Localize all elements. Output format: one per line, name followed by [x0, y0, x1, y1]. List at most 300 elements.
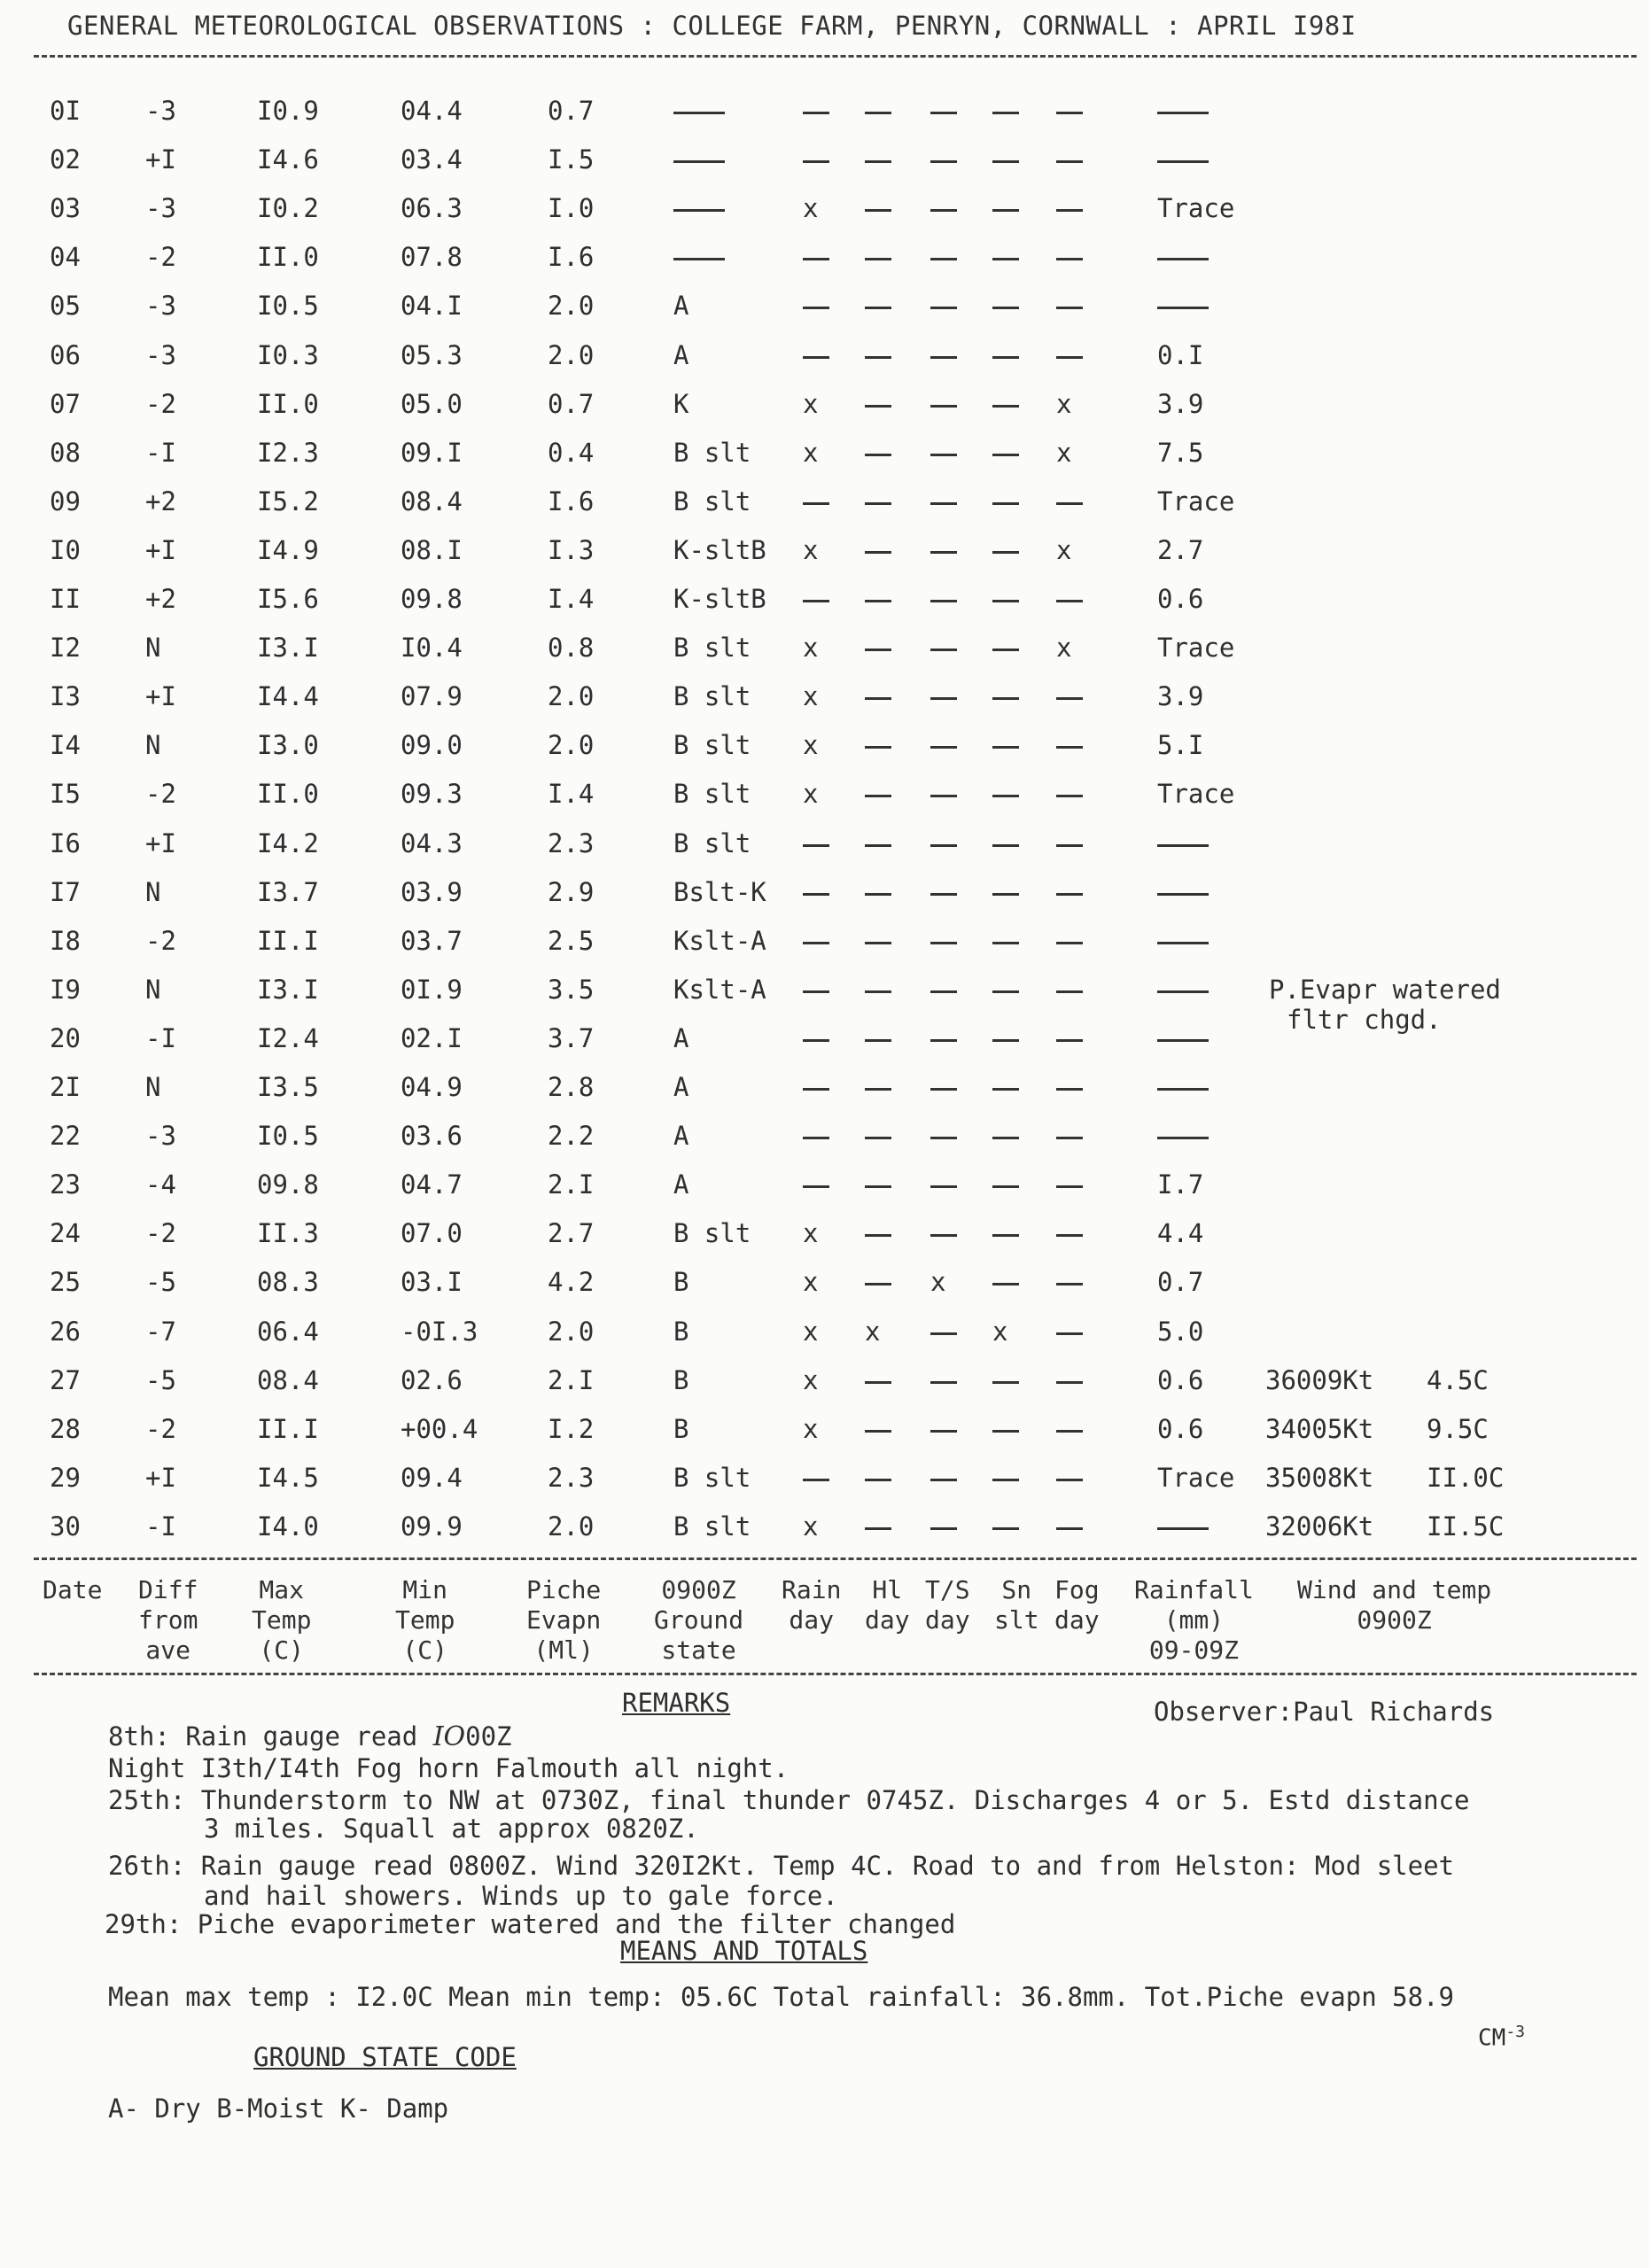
- cell-rain: x: [803, 730, 819, 760]
- cell-max: I3.5: [257, 1072, 319, 1102]
- cell-min: -0I.3: [401, 1317, 478, 1347]
- blank-dash: [803, 356, 829, 359]
- cell-max: I4.9: [257, 535, 319, 565]
- blank-dash: [865, 1527, 891, 1530]
- cell-rain-blank: [803, 242, 829, 272]
- cell-max: I3.I: [257, 633, 319, 663]
- blank-dash: [865, 600, 891, 602]
- cell-min: 07.0: [401, 1218, 463, 1248]
- cell-diff: -2: [145, 1218, 176, 1248]
- blank-dash: [1157, 112, 1209, 114]
- blank-dash: [803, 1039, 829, 1042]
- blank-dash: [803, 893, 829, 896]
- remark-8th-text: Rain gauge read: [185, 1721, 418, 1751]
- blank-dash: [865, 454, 891, 456]
- blank-dash: [1157, 942, 1209, 944]
- cell-sn-blank: [992, 1463, 1019, 1493]
- page-title: GENERAL METEOROLOGICAL OBSERVATIONS : COLLEGE FARM, PENRYN, CORNWALL : APRIL I98I: [67, 11, 1357, 41]
- blank-dash: [865, 1137, 891, 1139]
- cell-fog: x: [1056, 633, 1072, 663]
- cell-max: I0.5: [257, 1121, 319, 1151]
- blank-dash: [992, 160, 1019, 163]
- cell-date: 05: [50, 291, 81, 321]
- cell-rainfall: Trace: [1157, 633, 1235, 663]
- cell-hl-blank: [865, 779, 891, 809]
- cell-rain-blank: [803, 1121, 829, 1151]
- cell-rain: x: [803, 633, 819, 663]
- cell-diff: -5: [145, 1267, 176, 1297]
- blank-dash: [930, 112, 957, 114]
- cell-rain: x: [803, 535, 819, 565]
- blank-dash: [1056, 258, 1083, 260]
- cell-hl-blank: [865, 535, 891, 565]
- cell-rainfall: Trace: [1157, 1463, 1235, 1493]
- blank-dash: [930, 454, 957, 456]
- cell-rainfall: 0.6: [1157, 1414, 1204, 1444]
- blank-dash: [1157, 258, 1209, 260]
- cell-ts-blank: [930, 828, 957, 858]
- cell-ground: Kslt-A: [673, 975, 766, 1005]
- cell-rain-blank: [803, 877, 829, 907]
- cell-rainfall: 5.0: [1157, 1317, 1204, 1347]
- header-ground: 0900Z Ground state: [654, 1575, 744, 1665]
- cell-ts-blank: [930, 877, 957, 907]
- cell-ground: A: [673, 1072, 689, 1102]
- cell-diff: -4: [145, 1169, 176, 1200]
- cell-hl-blank: [865, 1218, 891, 1248]
- cell-rain: x: [803, 389, 819, 419]
- cell-diff: -I: [145, 438, 176, 468]
- cell-hl-blank: [865, 486, 891, 517]
- cell-rainfall-blank: [1157, 242, 1209, 272]
- cell-temp: II.5C: [1427, 1511, 1505, 1542]
- cell-min: 04.9: [401, 1072, 463, 1102]
- means-line: Mean max temp : I2.0C Mean min temp: 05.6C Total rainfall: 36.8mm. Tot.Piche evapn 58.9: [108, 1982, 1454, 2012]
- blank-dash: [930, 893, 957, 896]
- ground-code-heading: GROUND STATE CODE: [253, 2042, 517, 2072]
- cell-rain: x: [803, 1267, 819, 1297]
- cell-min: 09.8: [401, 584, 463, 614]
- cell-diff: -2: [145, 242, 176, 272]
- cell-ts-blank: [930, 438, 957, 468]
- cell-rain-blank: [803, 96, 829, 126]
- cell-sn-blank: [992, 535, 1019, 565]
- cell-min: I0.4: [401, 633, 463, 663]
- blank-dash: [930, 942, 957, 944]
- blank-dash: [992, 1479, 1019, 1481]
- header-date: Date: [43, 1575, 103, 1604]
- cell-ground: K-sltB: [673, 584, 766, 614]
- remark-8th-label: 8th:: [108, 1721, 170, 1751]
- cell-date: 04: [50, 242, 81, 272]
- cell-min: 02.I: [401, 1023, 463, 1053]
- cell-date: 02: [50, 144, 81, 175]
- cell-fog-blank: [1056, 1169, 1083, 1200]
- cell-wind: 35008Kt: [1265, 1463, 1374, 1493]
- cell-evap: 3.5: [548, 975, 595, 1005]
- blank-dash: [930, 502, 957, 505]
- cell-sn-blank: [992, 1072, 1019, 1102]
- cell-max: II.0: [257, 242, 319, 272]
- cell-evap: I.4: [548, 584, 595, 614]
- cell-rainfall: Trace: [1157, 193, 1235, 223]
- cell-min: 09.9: [401, 1511, 463, 1542]
- cell-diff: -2: [145, 779, 176, 809]
- cell-hl-blank: [865, 1365, 891, 1395]
- blank-dash: [930, 795, 957, 797]
- cell-fog-blank: [1056, 340, 1083, 370]
- cell-diff: -3: [145, 340, 176, 370]
- cell-max: I2.4: [257, 1023, 319, 1053]
- cell-rain: x: [803, 1365, 819, 1395]
- blank-dash: [992, 600, 1019, 602]
- cell-ground: B slt: [673, 486, 751, 517]
- cell-evap: 2.5: [548, 926, 595, 956]
- blank-dash: [1056, 893, 1083, 896]
- cell-evap: I.3: [548, 535, 595, 565]
- cell-max: 09.8: [257, 1169, 319, 1200]
- cell-diff: N: [145, 1072, 161, 1102]
- cell-diff: N: [145, 633, 161, 663]
- cell-ground-blank: [673, 242, 725, 272]
- remark-8th-handwritten: IO: [432, 1721, 466, 1752]
- blank-dash: [930, 697, 957, 700]
- blank-dash: [930, 1332, 957, 1335]
- cell-sn-blank: [992, 730, 1019, 760]
- cell-date: I8: [50, 926, 81, 956]
- cell-diff: -7: [145, 1317, 176, 1347]
- blank-dash: [865, 307, 891, 309]
- cell-ts: x: [930, 1267, 946, 1297]
- cell-diff: +I: [145, 144, 176, 175]
- cell-min: 05.0: [401, 389, 463, 419]
- cell-date: I9: [50, 975, 81, 1005]
- means-heading: MEANS AND TOTALS: [620, 1936, 868, 1966]
- cell-temp: 4.5C: [1427, 1365, 1489, 1395]
- cell-ts-blank: [930, 1218, 957, 1248]
- cell-rainfall: 4.4: [1157, 1218, 1204, 1248]
- cell-evap: 0.7: [548, 389, 595, 419]
- cell-fog-blank: [1056, 975, 1083, 1005]
- cell-min: 03.6: [401, 1121, 463, 1151]
- cell-ground: B slt: [673, 1218, 751, 1248]
- blank-dash: [992, 209, 1019, 212]
- blank-dash: [803, 1088, 829, 1091]
- cell-rainfall-blank: [1157, 144, 1209, 175]
- ground-code-line: A- Dry B-Moist K- Damp: [108, 2093, 449, 2124]
- cell-hl-blank: [865, 1169, 891, 1200]
- cell-fog-blank: [1056, 1414, 1083, 1444]
- cell-date: I5: [50, 779, 81, 809]
- cell-sn-blank: [992, 1414, 1019, 1444]
- blank-dash: [865, 1430, 891, 1433]
- blank-dash: [930, 1527, 957, 1530]
- cell-sn-blank: [992, 975, 1019, 1005]
- header-min: Min Temp (C): [395, 1575, 455, 1665]
- cell-diff: -I: [145, 1023, 176, 1053]
- cell-date: I7: [50, 877, 81, 907]
- cell-min: 05.3: [401, 340, 463, 370]
- cell-rainfall-blank: [1157, 1023, 1209, 1053]
- cell-min: 04.7: [401, 1169, 463, 1200]
- blank-dash: [1056, 1332, 1083, 1335]
- evap-unit: [1478, 2018, 1525, 2053]
- cell-ts-blank: [930, 486, 957, 517]
- blank-dash: [865, 1039, 891, 1042]
- remark-night: Night I3th/I4th Fog horn Falmouth all night.: [108, 1753, 789, 1783]
- cell-max: I4.5: [257, 1463, 319, 1493]
- blank-dash: [803, 502, 829, 505]
- cell-diff: N: [145, 975, 161, 1005]
- blank-dash: [803, 942, 829, 944]
- blank-dash: [865, 697, 891, 700]
- cell-ts-blank: [930, 193, 957, 223]
- cell-wind: 32006Kt: [1265, 1511, 1374, 1542]
- cell-temp: 9.5C: [1427, 1414, 1489, 1444]
- remarks-heading: REMARKS: [622, 1688, 731, 1718]
- cell-date: 07: [50, 389, 81, 419]
- cell-min: 02.6: [401, 1365, 463, 1395]
- header-bottom-rule: [34, 1673, 1637, 1675]
- observer-name: Observer:Paul Richards: [1154, 1697, 1495, 1727]
- cell-rainfall: I.7: [1157, 1169, 1204, 1200]
- cell-fog-blank: [1056, 730, 1083, 760]
- cell-ground: B slt: [673, 681, 751, 711]
- cell-fog-blank: [1056, 96, 1083, 126]
- cell-fog-blank: [1056, 828, 1083, 858]
- cell-fog-blank: [1056, 1511, 1083, 1542]
- header-ts: T/S day: [925, 1575, 970, 1635]
- blank-dash: [930, 356, 957, 359]
- blank-dash: [992, 405, 1019, 408]
- cell-sn-blank: [992, 144, 1019, 175]
- cell-ground: Bslt-K: [673, 877, 766, 907]
- cell-diff: -3: [145, 96, 176, 126]
- cell-date: 29: [50, 1463, 81, 1493]
- cell-evap: 4.2: [548, 1267, 595, 1297]
- blank-dash: [865, 746, 891, 749]
- blank-dash: [865, 649, 891, 651]
- blank-dash: [865, 1088, 891, 1091]
- blank-dash: [992, 942, 1019, 944]
- cell-date: 06: [50, 340, 81, 370]
- blank-dash: [992, 307, 1019, 309]
- cell-temp: II.0C: [1427, 1463, 1505, 1493]
- cell-ground: B slt: [673, 779, 751, 809]
- cell-ts-blank: [930, 340, 957, 370]
- cell-max: I5.2: [257, 486, 319, 517]
- cell-date: 20: [50, 1023, 81, 1053]
- cell-rain-blank: [803, 486, 829, 517]
- cell-evap: 2.0: [548, 291, 595, 321]
- cell-fog-blank: [1056, 1218, 1083, 1248]
- header-evap: Piche Evapn (Ml): [526, 1575, 602, 1665]
- cell-rainfall: 0.7: [1157, 1267, 1204, 1297]
- blank-dash: [673, 209, 725, 212]
- cell-hl-blank: [865, 242, 891, 272]
- blank-dash: [1056, 942, 1083, 944]
- cell-hl-blank: [865, 633, 891, 663]
- cell-date: I6: [50, 828, 81, 858]
- cell-wind: 34005Kt: [1265, 1414, 1374, 1444]
- blank-dash: [930, 1185, 957, 1188]
- cell-fog-blank: [1056, 681, 1083, 711]
- blank-dash: [1157, 1527, 1209, 1530]
- cell-min: 09.0: [401, 730, 463, 760]
- cell-fog: x: [1056, 389, 1072, 419]
- cell-rainfall-blank: [1157, 975, 1209, 1005]
- cell-rain: x: [803, 779, 819, 809]
- cell-min: 03.I: [401, 1267, 463, 1297]
- cell-hl-blank: [865, 828, 891, 858]
- blank-dash: [1157, 1039, 1209, 1042]
- cell-diff: -2: [145, 389, 176, 419]
- blank-dash: [865, 112, 891, 114]
- blank-dash: [1157, 844, 1209, 847]
- cell-date: 22: [50, 1121, 81, 1151]
- cell-ground: K: [673, 389, 689, 419]
- cell-evap: I.6: [548, 242, 595, 272]
- blank-dash: [992, 258, 1019, 260]
- blank-dash: [1157, 160, 1209, 163]
- cell-date: 2I: [50, 1072, 81, 1102]
- cell-ts-blank: [930, 926, 957, 956]
- cell-rainfall-blank: [1157, 926, 1209, 956]
- cell-sn-blank: [992, 242, 1019, 272]
- blank-dash: [992, 697, 1019, 700]
- blank-dash: [992, 1430, 1019, 1433]
- blank-dash: [803, 1479, 829, 1481]
- blank-dash: [992, 649, 1019, 651]
- cell-max: I4.0: [257, 1511, 319, 1542]
- blank-dash: [992, 893, 1019, 896]
- cell-min: 0I.9: [401, 975, 463, 1005]
- blank-dash: [992, 551, 1019, 554]
- cell-fog-blank: [1056, 1121, 1083, 1151]
- cell-sn-blank: [992, 926, 1019, 956]
- cell-max: I0.5: [257, 291, 319, 321]
- cell-date: 26: [50, 1317, 81, 1347]
- cell-evap: 0.4: [548, 438, 595, 468]
- blank-dash: [1056, 746, 1083, 749]
- cell-hl: x: [865, 1317, 881, 1347]
- cell-sn-blank: [992, 1121, 1019, 1151]
- blank-dash: [1056, 795, 1083, 797]
- cell-diff: -3: [145, 291, 176, 321]
- cell-date: I2: [50, 633, 81, 663]
- blank-dash: [930, 160, 957, 163]
- cell-ground: A: [673, 1169, 689, 1200]
- cell-diff: N: [145, 877, 161, 907]
- cell-min: 09.3: [401, 779, 463, 809]
- blank-dash: [930, 1430, 957, 1433]
- blank-dash: [1056, 112, 1083, 114]
- cell-fog-blank: [1056, 877, 1083, 907]
- cell-max: II.0: [257, 389, 319, 419]
- blank-dash: [673, 160, 725, 163]
- blank-dash: [1157, 307, 1209, 309]
- cell-rain-blank: [803, 926, 829, 956]
- blank-dash: [1056, 1430, 1083, 1433]
- cell-evap: I.4: [548, 779, 595, 809]
- header-max: Max Temp (C): [252, 1575, 312, 1665]
- cell-sn-blank: [992, 1511, 1019, 1542]
- blank-dash: [865, 1185, 891, 1188]
- blank-dash: [1056, 1234, 1083, 1237]
- cell-max: I3.I: [257, 975, 319, 1005]
- cell-min: +00.4: [401, 1414, 478, 1444]
- cell-ground: B slt: [673, 730, 751, 760]
- cell-rain: x: [803, 1218, 819, 1248]
- blank-dash: [803, 112, 829, 114]
- cell-hl-blank: [865, 1463, 891, 1493]
- note-line-2: fltr chgd.: [1287, 1005, 1442, 1035]
- cell-min: 09.4: [401, 1463, 463, 1493]
- cell-ts-blank: [930, 1414, 957, 1444]
- evap-unit-base: CM: [1478, 2024, 1506, 2052]
- remark-26th-label: 26th:: [108, 1851, 186, 1881]
- cell-date: I0: [50, 535, 81, 565]
- cell-diff: +2: [145, 486, 176, 517]
- cell-ts-blank: [930, 1511, 957, 1542]
- cell-date: I3: [50, 681, 81, 711]
- blank-dash: [803, 1137, 829, 1139]
- cell-date: II: [50, 584, 81, 614]
- cell-fog-blank: [1056, 779, 1083, 809]
- cell-rain-blank: [803, 1072, 829, 1102]
- cell-max: II.0: [257, 779, 319, 809]
- cell-fog-blank: [1056, 1023, 1083, 1053]
- blank-dash: [1056, 1039, 1083, 1042]
- cell-rainfall-blank: [1157, 1072, 1209, 1102]
- cell-diff: +I: [145, 681, 176, 711]
- blank-dash: [930, 209, 957, 212]
- cell-ts-blank: [930, 681, 957, 711]
- cell-evap: 0.7: [548, 96, 595, 126]
- header-hl: Hl day: [865, 1575, 910, 1635]
- cell-rainfall: Trace: [1157, 486, 1235, 517]
- cell-rainfall-blank: [1157, 1121, 1209, 1151]
- cell-rain: x: [803, 681, 819, 711]
- blank-dash: [1056, 1381, 1083, 1384]
- cell-max: 08.3: [257, 1267, 319, 1297]
- cell-evap: 2.0: [548, 1511, 595, 1542]
- blank-dash: [992, 1088, 1019, 1091]
- cell-diff: -I: [145, 1511, 176, 1542]
- remark-26th: [108, 1852, 1454, 1880]
- blank-dash: [992, 1527, 1019, 1530]
- cell-rain-blank: [803, 828, 829, 858]
- remark-26th-text: Rain gauge read 0800Z. Wind 320I2Kt. Temp 4C. Road to and from Helston: Mod sleet: [200, 1851, 1454, 1881]
- cell-hl-blank: [865, 340, 891, 370]
- cell-ground-blank: [673, 96, 725, 126]
- cell-sn-blank: [992, 193, 1019, 223]
- cell-evap: 2.I: [548, 1365, 595, 1395]
- table-footer-rule: [34, 1557, 1637, 1560]
- cell-max: II.I: [257, 1414, 319, 1444]
- cell-diff: +I: [145, 828, 176, 858]
- cell-evap: 0.8: [548, 633, 595, 663]
- cell-ground-blank: [673, 144, 725, 175]
- cell-evap: 2.8: [548, 1072, 595, 1102]
- cell-max: I4.2: [257, 828, 319, 858]
- blank-dash: [992, 502, 1019, 505]
- header-sn: Sn slt: [994, 1575, 1039, 1635]
- cell-ground: A: [673, 1121, 689, 1151]
- cell-fog-blank: [1056, 1365, 1083, 1395]
- cell-fog-blank: [1056, 144, 1083, 175]
- cell-fog-blank: [1056, 584, 1083, 614]
